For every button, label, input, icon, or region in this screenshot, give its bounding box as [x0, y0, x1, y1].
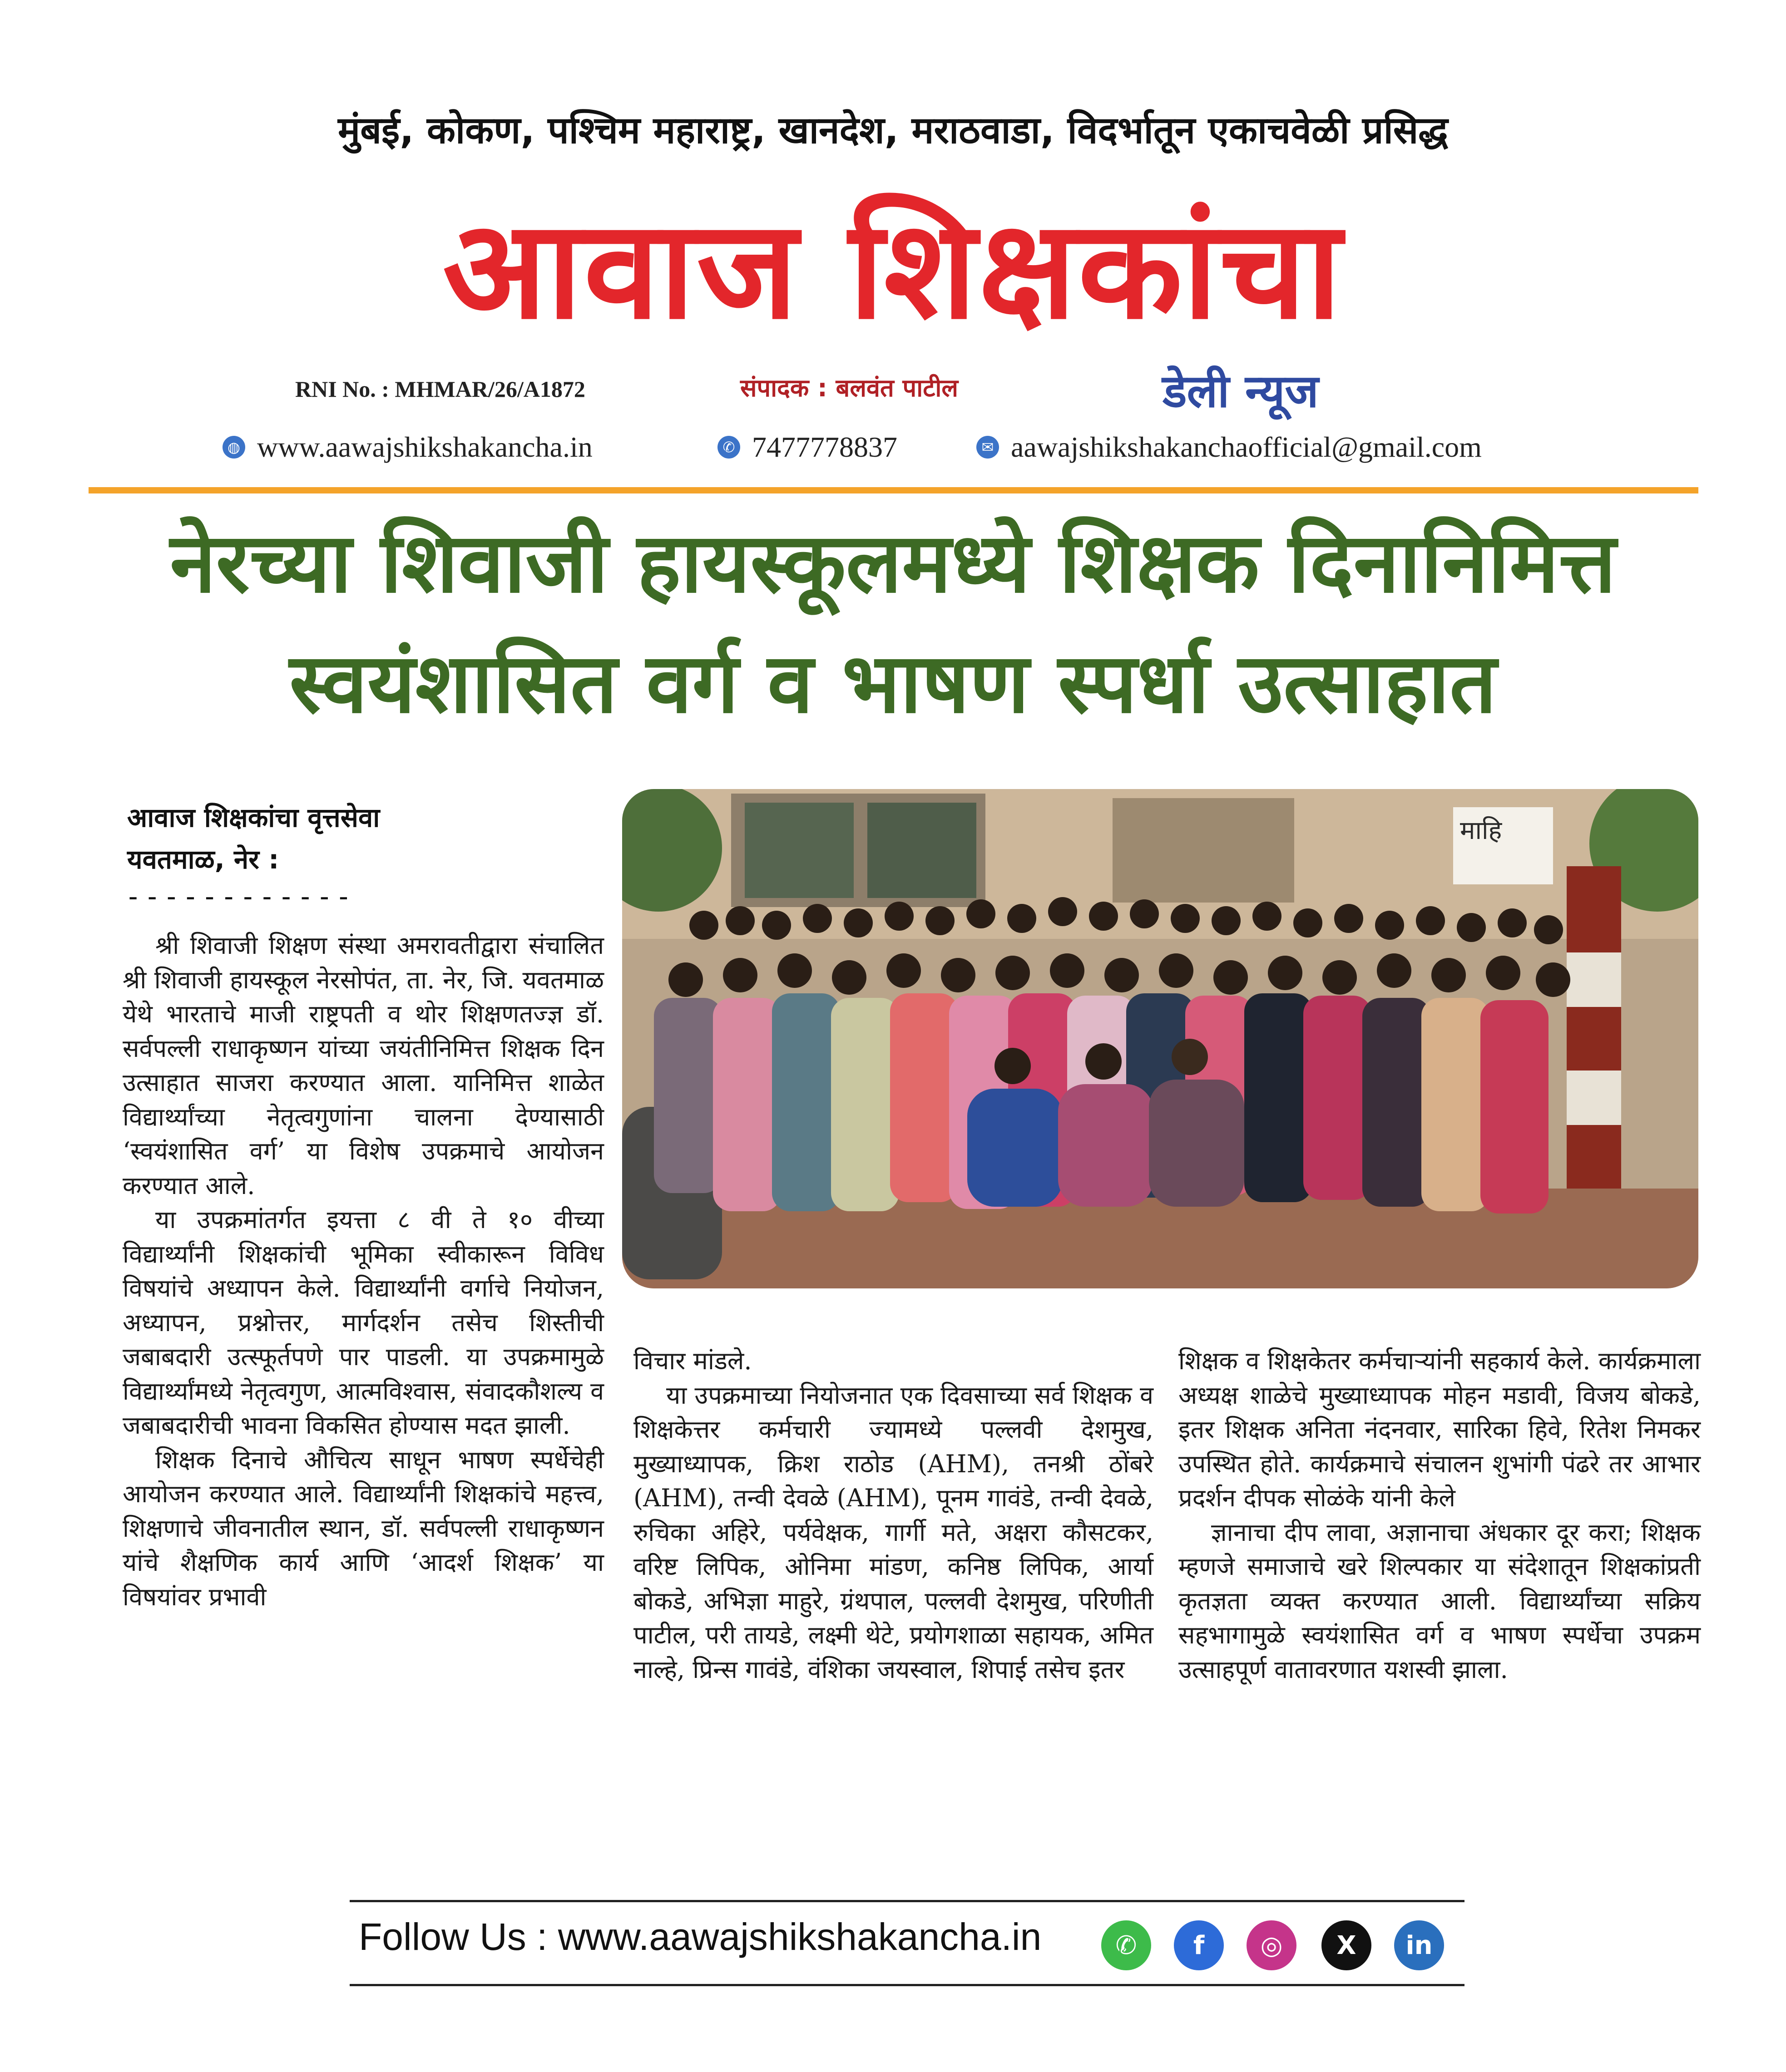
article-column-1 [123, 928, 604, 1614]
article-column-3 [1178, 1344, 1701, 1687]
phone-icon: ✆ [717, 436, 740, 459]
whatsapp-icon[interactable] [1101, 1920, 1151, 1970]
header-divider [89, 487, 1698, 493]
byline [127, 797, 380, 880]
col2-paragraph-1: विचार मांडले. [633, 1347, 752, 1375]
linkedin-glyph: in [1405, 1930, 1433, 1960]
editor-name: संपादक : बलवंत पाटील [740, 374, 959, 402]
col1-paragraph-3: शिक्षक दिनाचे औचित्य साधून भाषण स्पर्धेचेही आयोजन करण्यात आले. विद्यार्थ्यांनी शिक्षकांचे महत्त्व, शिक्षणाचे जीवनातील स्थान, डॉ. सर्वपल्ली राधाकृष्णन यांचे शैक्षणिक कार्य आणि ‘आदर्श शिक्षक’ या विषयांवर प्रभावी [123, 1445, 604, 1611]
mail-icon: ✉ [976, 436, 999, 459]
x-icon[interactable] [1321, 1920, 1371, 1970]
instagram-glyph: ◎ [1260, 1930, 1283, 1960]
whatsapp-glyph: ✆ [1115, 1930, 1137, 1960]
byline-place: यवतमाळ, नेर : [127, 844, 279, 875]
linkedin-icon[interactable] [1394, 1920, 1444, 1970]
group-photo [622, 789, 1698, 1288]
follow-us-text[interactable]: Follow Us : www.aawajshikshakancha.in [359, 1915, 1042, 1958]
footer-top-rule [350, 1900, 1464, 1902]
facebook-icon[interactable] [1174, 1920, 1224, 1970]
col1-paragraph-1: श्री शिवाजी शिक्षण संस्था अमरावतीद्वारा संचालित श्री शिवाजी हायस्कूल नेरसोपंत, ता. नेर, जि. यवतमाळ येथे भारताचे माजी राष्ट्रपती व थोर शिक्षणतज्ज्ञ डॉ. सर्वपल्ली राधाकृष्णन यांच्या जयंतीनिमित्त शिक्षक दिन उत्साहात साजरा करण्यात आला. यानिमित्त शाळेत विद्यार्थ्यांच्या नेतृत्वगुणांना चालना देण्यासाठी ‘स्वयंशासित वर्ग’ या विशेष उपक्रमाचे आयोजन करण्यात आले. [123, 931, 604, 1200]
globe-icon: ◍ [223, 436, 245, 459]
byline-source: आवाज शिक्षकांचा वृत्तसेवा [127, 802, 380, 833]
col2-paragraph-2: या उपक्रमाच्या नियोजनात एक दिवसाच्या सर्व शिक्षक व शिक्षकेत्तर कर्मचारी ज्यामध्ये पल्लवी देशमुख, मुख्याध्यापक, क्रिश राठोड (AHM), तनश्री ठोंबरे (AHM), तन्वी देवळे (AHM), पूनम गावंडे, तन्वी देवळे, रुचिका अहिरे, पर्यवेक्षक, गार्गी मते, अक्षरा कौसटकर, वरिष्ट लिपिक, ओनिमा मांडण, कनिष्ठ लिपिक, आर्या बोकडे, अभिज्ञा माहुरे, ग्रंथपाल, पल्लवी देशमुख, परिणीती पाटील, परी तायडे, लक्ष्मी थेटे, प्रयोगशाळा सहायक, अमित नाल्हे, प्रिन्स गावंडे, वंशिका जयस्वाल, शिपाई तसेच इतर [633, 1381, 1153, 1684]
website-contact[interactable] [223, 430, 593, 464]
email-text: aawajshikshakanchaofficial@gmail.com [1011, 431, 1482, 463]
newspaper-title: आवाज शिक्षकांचा [442, 191, 1344, 349]
headline-line-1: नेरच्या शिवाजी हायस्कूलमध्ये शिक्षक दिनानिमित्त [170, 515, 1616, 611]
headline-line-2: स्वयंशासित वर्ग व भाषण स्पर्धा उत्साहात [289, 635, 1497, 731]
article-column-2 [633, 1344, 1153, 1687]
wall-sign-text: माहि [1460, 816, 1502, 845]
website-text: www.aawajshikshakancha.in [257, 431, 593, 463]
phone-text: 7477778837 [752, 431, 897, 463]
masthead-tagline: मुंबई, कोकण, पश्चिम महाराष्ट्र, खानदेश, मराठवाडा, विदर्भातून एकाचवेळी प्रसिद्ध [338, 109, 1448, 152]
rni-number: RNI No. : MHMAR/26/A1872 [295, 376, 585, 402]
phone-contact[interactable] [717, 430, 897, 464]
instagram-icon[interactable] [1247, 1920, 1296, 1970]
col3-paragraph-1: शिक्षक व शिक्षकेतर कर्मचाऱ्यांनी सहकार्य केले. कार्यक्रमाला अध्यक्ष शाळेचे मुख्याध्यापक मोहन मडावी, विजय बोकडे, इतर शिक्षक अनिता नंदनवार, सारिका हिवे, रितेश निमकर उपस्थित होते. कार्यक्रमाचे संचालन शुभांगी पंढरे तर आभार प्रदर्शन दीपक सोळंके यांनी केले [1178, 1347, 1701, 1512]
facebook-glyph: f [1193, 1930, 1205, 1960]
col3-paragraph-2: ज्ञानाचा दीप लावा, अज्ञानाचा अंधकार दूर करा; शिक्षक म्हणजे समाजाचे खरे शिल्पकार या संदेशातून शिक्षकांप्रती कृतज्ञता व्यक्त करण्यात आली. विद्यार्थ्यांच्या सक्रिय सहभागामुळे स्वयंशासित वर्ग व भाषण स्पर्धेचा उपक्रम उत्साहपूर्ण वातावरणात यशस्वी झाला. [1178, 1518, 1701, 1684]
daily-news-label: डेली न्यूज [1163, 365, 1319, 418]
col1-paragraph-2: या उपक्रमांतर्गत इयत्ता ८ वी ते १० वीच्या विद्यार्थ्यांनी शिक्षकांची भूमिका स्वीकारून विविध विषयांचे अध्यापन केले. विद्यार्थ्यांनी वर्गाचे नियोजन, अध्यापन, प्रश्नोत्तर, मार्गदर्शन तसेच शिस्तीची जबाबदारी उत्स्फूर्तपणे पार पाडली. या उपक्रमामुळे विद्यार्थ्यांमध्ये नेतृत्वगुण, आत्मविश्वास, संवादकौशल्य व जबाबदारीची भावना विकसित होण्यास मदत झाली. [123, 1205, 604, 1440]
footer-bottom-rule [350, 1984, 1464, 1986]
email-contact[interactable] [976, 430, 1482, 464]
x-glyph: X [1336, 1930, 1356, 1960]
byline-separator: ------------ [125, 881, 355, 913]
